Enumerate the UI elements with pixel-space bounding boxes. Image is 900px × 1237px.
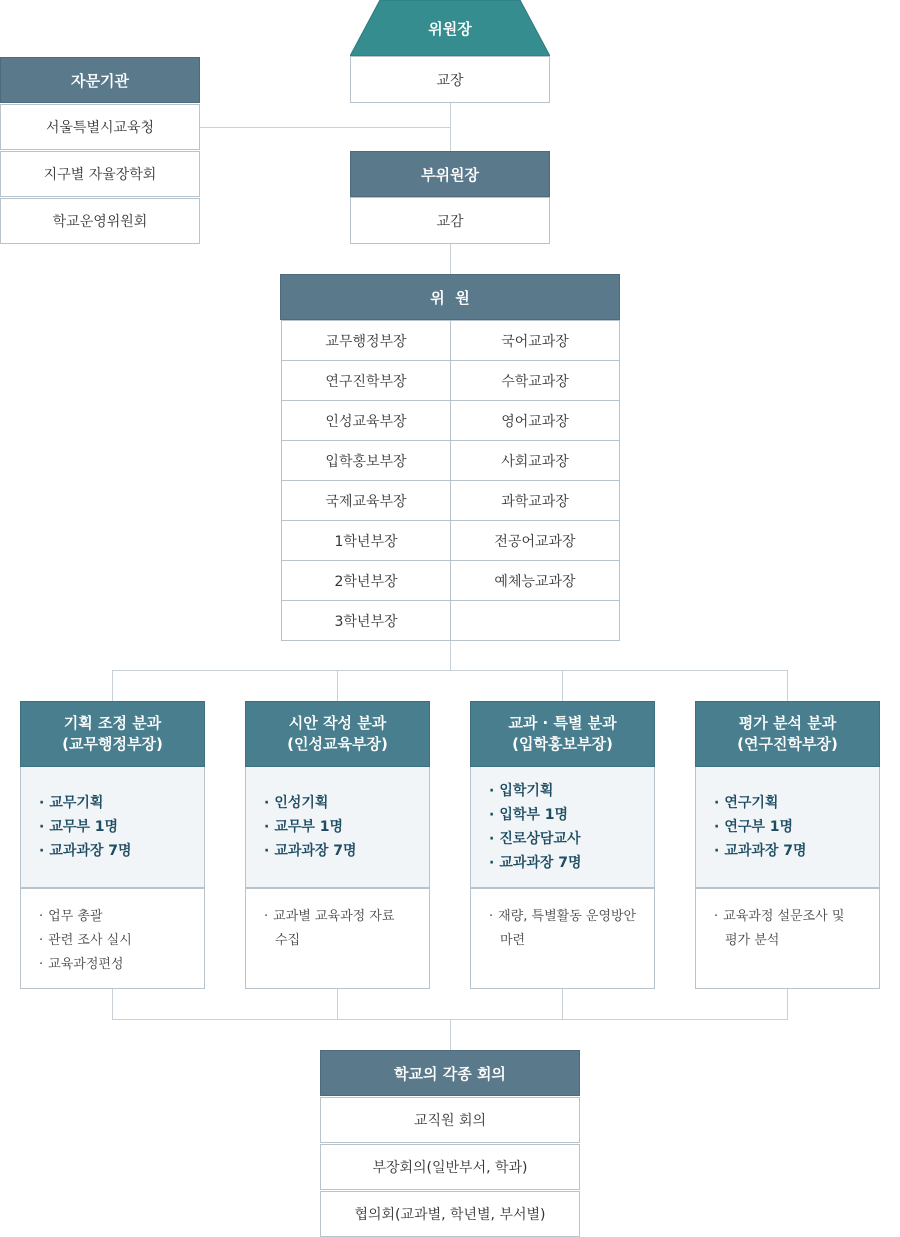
member-item [39, 815, 204, 839]
connector-branch-2 [337, 670, 338, 701]
duty-item [714, 905, 879, 929]
bullet-icon: · [714, 795, 720, 811]
committee-subject-head [451, 600, 620, 641]
member-label: 인성기획 [274, 795, 329, 811]
connector-committee-down [450, 640, 451, 670]
duty-item [714, 929, 879, 953]
connector-branch-3 [562, 670, 563, 701]
subcommittee-members [20, 767, 205, 888]
subcommittee-title: 평가 분석 분과 [738, 714, 837, 732]
member-label: 입학부 1명 [499, 807, 569, 823]
connector-branch-top [112, 670, 788, 671]
subcommittee-header [695, 701, 880, 767]
subcommittee-lead: (입학홍보부장) [512, 735, 613, 753]
committee-subject-head: 영어교과장 [451, 400, 620, 441]
advisory-item: 학교운영위원회 [0, 198, 200, 244]
committee-dept-head: 인성교육부장 [281, 400, 451, 441]
connector-merge-4 [787, 988, 788, 1019]
duty-item [264, 905, 429, 929]
duty-label: 평가 분석 [725, 933, 780, 948]
duty-item [39, 953, 204, 977]
bullet-icon: · [264, 843, 270, 859]
member-item [714, 791, 879, 815]
member-label: 교과과장 7명 [49, 843, 132, 859]
committee-header: 위 원 [280, 274, 620, 320]
member-label: 교무기획 [49, 795, 104, 811]
member-label: 교과과장 7명 [499, 855, 582, 871]
connector-merge-3 [562, 988, 563, 1019]
connector-merge-1 [112, 988, 113, 1019]
subcommittee-header [470, 701, 655, 767]
advisory-item: 지구별 자율장학회 [0, 151, 200, 197]
committee-dept-head: 입학홍보부장 [281, 440, 451, 481]
subcommittee-members [470, 767, 655, 888]
member-item [264, 791, 429, 815]
duty-item [489, 929, 654, 953]
duty-item [39, 905, 204, 929]
subcommittee-header [245, 701, 430, 767]
bullet-icon: · [264, 819, 270, 835]
committee-subject-head: 국어교과장 [451, 320, 620, 361]
subcommittee-lead: (교무행정부장) [62, 735, 163, 753]
member-item [264, 839, 429, 863]
duty-item [39, 929, 204, 953]
subcommittee-title: 기획 조정 분과 [63, 714, 162, 732]
bullet-icon: · [39, 909, 44, 924]
subcommittee-members [695, 767, 880, 888]
bullet-icon: · [264, 909, 269, 924]
bullet-icon: · [489, 807, 495, 823]
member-label: 연구기획 [724, 795, 779, 811]
committee-subject-head: 사회교과장 [451, 440, 620, 481]
meeting-item: 협의회(교과별, 학년별, 부서별) [320, 1191, 580, 1237]
member-item [264, 815, 429, 839]
bullet-icon: · [39, 795, 45, 811]
member-item [39, 791, 204, 815]
bullet-icon: · [489, 855, 495, 871]
connector-vice-to-committee [450, 244, 451, 274]
advisory-header: 자문기관 [0, 57, 200, 103]
bullet-icon: · [39, 819, 45, 835]
subcommittee-duties [20, 888, 205, 989]
meeting-item: 부장회의(일반부서, 학과) [320, 1144, 580, 1190]
subcommittee-duties [695, 888, 880, 989]
bullet-icon: · [39, 933, 44, 948]
subcommittee-duties [470, 888, 655, 989]
duty-item [489, 905, 654, 929]
subcommittee-duties [245, 888, 430, 989]
subcommittee-title: 교과 · 특별 분과 [508, 714, 617, 732]
connector-advisory-to-main [199, 127, 450, 128]
connector-chair-to-vice [450, 103, 451, 151]
committee-subject-head: 수학교과장 [451, 360, 620, 401]
member-item [489, 851, 654, 875]
duty-label: 마련 [500, 933, 526, 948]
committee-dept-head: 3학년부장 [281, 600, 451, 641]
member-label: 교무부 1명 [49, 819, 119, 835]
committee-dept-head: 국제교육부장 [281, 480, 451, 521]
meeting-item: 교직원 회의 [320, 1097, 580, 1143]
connector-branch-4 [787, 670, 788, 701]
subcommittee-header [20, 701, 205, 767]
duty-item [264, 929, 429, 953]
bullet-icon: · [714, 909, 719, 924]
member-label: 교과과장 7명 [724, 843, 807, 859]
bullet-icon: · [489, 909, 494, 924]
member-item [714, 815, 879, 839]
committee-subject-head: 전공어교과장 [451, 520, 620, 561]
subcommittee-lead: (인성교육부장) [287, 735, 388, 753]
member-item [714, 839, 879, 863]
advisory-item: 서울특별시교육청 [0, 104, 200, 150]
bullet-icon: · [714, 843, 720, 859]
duty-label: 수집 [275, 933, 301, 948]
vice-chair-header: 부위원장 [350, 151, 550, 197]
member-label: 연구부 1명 [724, 819, 794, 835]
committee-subject-head: 과학교과장 [451, 480, 620, 521]
member-item [39, 839, 204, 863]
duty-label: 재량, 특별활동 운영방안 [498, 909, 637, 924]
duty-label: 업무 총괄 [48, 909, 103, 924]
bullet-icon: · [39, 957, 44, 972]
connector-branch-1 [112, 670, 113, 701]
committee-dept-head: 1학년부장 [281, 520, 451, 561]
bullet-icon: · [714, 819, 720, 835]
bullet-icon: · [489, 831, 495, 847]
committee-dept-head: 연구진학부장 [281, 360, 451, 401]
member-label: 진로상담교사 [499, 831, 581, 847]
duty-label: 교과별 교육과정 자료 [273, 909, 395, 924]
meetings-header: 학교의 각종 회의 [320, 1050, 580, 1096]
member-item [489, 827, 654, 851]
bullet-icon: · [489, 783, 495, 799]
duty-label: 교육과정 설문조사 및 [723, 909, 845, 924]
chair-name: 교장 [350, 56, 550, 103]
member-item [489, 803, 654, 827]
bullet-icon: · [264, 795, 270, 811]
committee-dept-head: 2학년부장 [281, 560, 451, 601]
member-label: 입학기획 [499, 783, 554, 799]
member-item [489, 779, 654, 803]
connector-to-meetings [450, 1019, 451, 1050]
committee-dept-head: 교무행정부장 [281, 320, 451, 361]
subcommittee-members [245, 767, 430, 888]
committee-subject-head: 예체능교과장 [451, 560, 620, 601]
duty-label: 관련 조사 실시 [48, 933, 132, 948]
subcommittee-lead: (연구진학부장) [737, 735, 838, 753]
subcommittee-title: 시안 작성 분과 [288, 714, 387, 732]
bullet-icon: · [39, 843, 45, 859]
member-label: 교과과장 7명 [274, 843, 357, 859]
member-label: 교무부 1명 [274, 819, 344, 835]
vice-chair-name: 교감 [350, 197, 550, 244]
connector-merge-2 [337, 988, 338, 1019]
chair-title: 위원장 [428, 19, 472, 38]
duty-label: 교육과정편성 [48, 957, 124, 972]
